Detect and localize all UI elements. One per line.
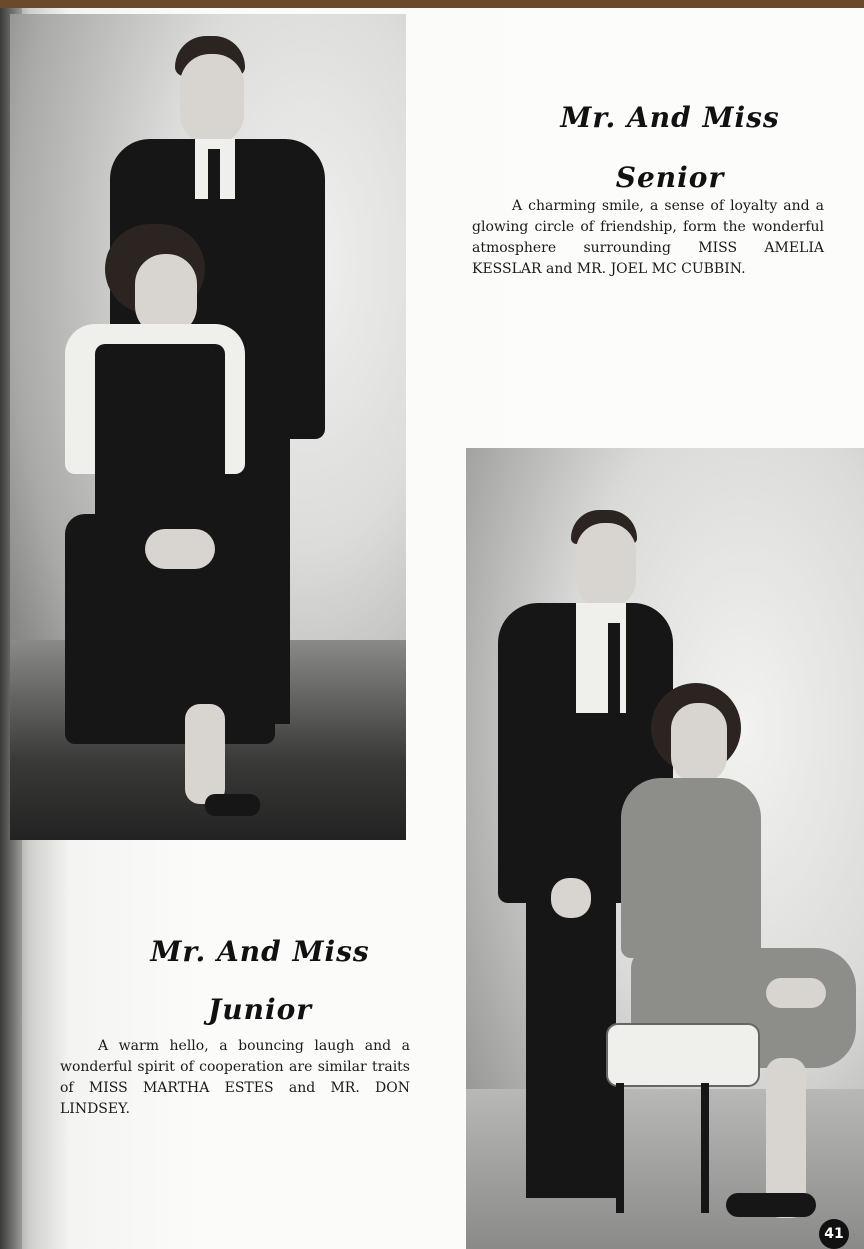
woman-hands xyxy=(766,978,826,1008)
woman-dress xyxy=(621,778,761,958)
stool-leg xyxy=(616,1083,624,1213)
woman-hands xyxy=(145,529,215,569)
yearbook-page xyxy=(0,8,864,1249)
man-hand xyxy=(551,878,591,918)
junior-couple-photo xyxy=(466,448,864,1249)
man-face xyxy=(180,54,244,144)
man-face xyxy=(576,523,636,608)
senior-heading xyxy=(470,88,864,208)
stool-leg xyxy=(701,1083,709,1213)
man-tie xyxy=(608,623,620,733)
woman-shoes xyxy=(205,794,260,816)
senior-couple-photo xyxy=(10,14,406,840)
woman-shoes xyxy=(726,1193,816,1217)
stool-seat xyxy=(606,1023,760,1087)
junior-heading-line1: Mr. And Miss xyxy=(150,935,370,968)
woman-legs xyxy=(185,704,225,804)
junior-heading-line2: Junior xyxy=(207,993,313,1026)
junior-caption: A warm hello, a bouncing laugh and a wonderful spirit of cooperation are similar traits of MISS MARTHA ESTES and MR. DON LINDSEY. xyxy=(60,1038,410,1117)
woman-face xyxy=(671,703,727,783)
man-trousers xyxy=(526,898,616,1198)
man-tie xyxy=(208,149,220,219)
senior-heading-line2: Senior xyxy=(615,161,725,194)
page-number-badge: 41 xyxy=(819,1219,849,1249)
junior-heading xyxy=(60,923,460,1039)
senior-heading-line1: Mr. And Miss xyxy=(560,101,780,134)
senior-caption: A charming smile, a sense of loyalty and a glowing circle of friendship, form the wonderful atmosphere surrounding MISS AMELIA KESSLAR and MR. JOEL MC CUBBIN. xyxy=(472,198,824,277)
